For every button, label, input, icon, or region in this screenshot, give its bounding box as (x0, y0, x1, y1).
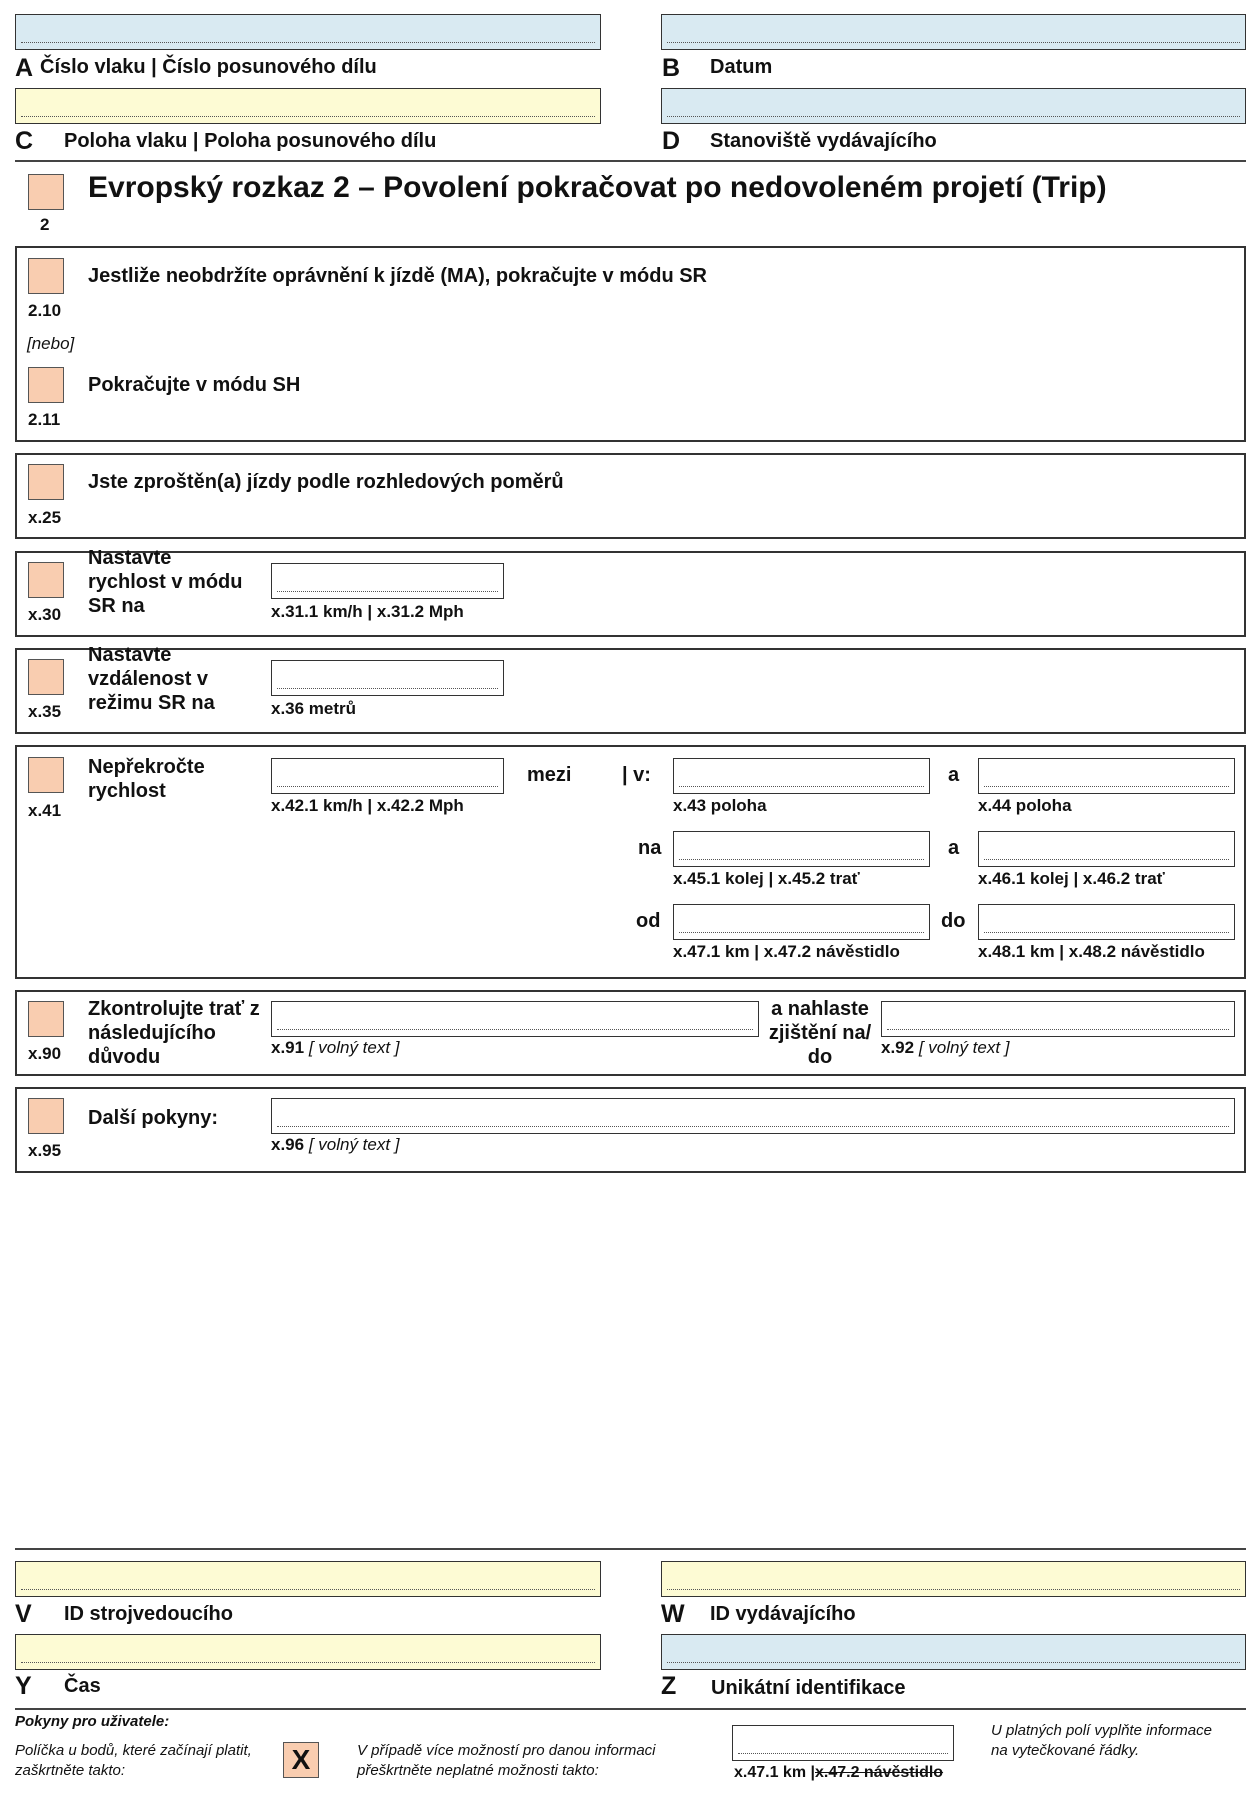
instructions-heading: Pokyny pro uživatele: (15, 1713, 170, 1730)
km-from-field[interactable] (673, 904, 930, 940)
report-to-text: a nahlaste zjištění na/ do (768, 998, 872, 1068)
text-2-10: Jestliže neobdržíte oprávnění k jízdě (MA), pokračujte v módu SR (88, 265, 708, 287)
item-number-2-11: 2.11 (28, 410, 61, 429)
example-struck-option: x.47.2 návěstidlo (815, 1764, 944, 1781)
item-number-x90: x.90 (28, 1044, 62, 1063)
checkbox-x90[interactable] (28, 1001, 64, 1037)
track-to-label: x.46.1 kolej | x.46.2 trať (978, 869, 1165, 888)
train-location-field[interactable] (15, 88, 601, 124)
check-reason-label (271, 1038, 400, 1058)
checkbox-2-11[interactable] (28, 367, 64, 403)
report-to-label (881, 1038, 1010, 1058)
example-km: x.47.1 km (734, 1764, 807, 1781)
text-x41: Nepřekročte rychlost (88, 756, 205, 802)
field-letter-b: B (662, 54, 681, 82)
km-to-field[interactable] (978, 904, 1235, 940)
to-label: do (941, 910, 966, 932)
between-label: mezi (527, 764, 572, 786)
on-label: na (638, 837, 662, 859)
checkbox-x41[interactable] (28, 757, 64, 793)
driver-id-label: ID strojvedoucího (64, 1603, 233, 1625)
item-number-x25: x.25 (28, 508, 62, 527)
other-instructions-field[interactable] (271, 1098, 1235, 1134)
order-2-checkbox[interactable] (28, 174, 64, 210)
footer-divider (15, 1548, 1246, 1550)
check-instruction: Políčka u bodů, které začínají platit, zaškrtněte takto: (15, 1742, 252, 1779)
field-letter-c: C (15, 127, 34, 155)
field-letter-y: Y (15, 1672, 32, 1700)
checkbox-x95[interactable] (28, 1098, 64, 1134)
and-label-1: a (948, 764, 960, 786)
text-x90: Zkontrolujte trať z následujícího důvodu (88, 998, 260, 1068)
issuer-station-field[interactable] (661, 88, 1246, 124)
text-x30: Nastavte rychlost v módu SR na (88, 547, 243, 617)
report-to-hint: [ volný text ] (918, 1038, 1010, 1057)
position-to-label: x.44 poloha (978, 796, 1072, 815)
speed-sr-field[interactable] (271, 563, 504, 599)
checkbox-x30[interactable] (28, 562, 64, 598)
order-number: 2 (40, 215, 50, 234)
train-number-field[interactable] (15, 14, 601, 50)
field-letter-d: D (662, 127, 681, 155)
checkbox-2-10[interactable] (28, 258, 64, 294)
field-letter-v: V (15, 1600, 32, 1628)
text-x35: Nastavte vzdálenost v režimu SR na (88, 644, 215, 714)
text-x95: Další pokyny: (88, 1107, 219, 1129)
unique-id-label: Unikátní identifikace (711, 1677, 906, 1699)
example-field-label (734, 1764, 943, 1782)
other-instructions-hint: [ volný text ] (308, 1135, 400, 1154)
field-letter-w: W (661, 1600, 685, 1628)
time-label: Čas (64, 1675, 101, 1697)
item-number-x35: x.35 (28, 702, 62, 721)
item-number-x95: x.95 (28, 1141, 62, 1160)
position-to-field[interactable] (978, 758, 1235, 794)
unique-id-field[interactable] (661, 1634, 1246, 1670)
speed-limit-field[interactable] (271, 758, 504, 794)
other-instructions-code: x.96 (271, 1135, 305, 1154)
text-2-11: Pokračujte v módu SH (88, 374, 301, 396)
track-from-label: x.45.1 kolej | x.45.2 trať (673, 869, 860, 888)
at-label: | v: (622, 764, 651, 786)
track-to-field[interactable] (978, 831, 1235, 867)
position-from-label: x.43 poloha (673, 796, 767, 815)
position-from-field[interactable] (673, 758, 930, 794)
check-reason-code: x.91 (271, 1038, 305, 1057)
driver-id-field[interactable] (15, 1561, 601, 1597)
checkbox-x35[interactable] (28, 659, 64, 695)
field-letter-a: A (15, 54, 34, 82)
speed-limit-label: x.42.1 km/h | x.42.2 Mph (271, 796, 464, 815)
strike-instruction: V případě více možností pro danou informaci přeškrtněte neplatné možnosti takto: (357, 1742, 656, 1779)
example-checked-box: X (283, 1742, 319, 1778)
km-to-label: x.48.1 km | x.48.2 návěstidlo (978, 942, 1205, 961)
or-separator: [nebo] (27, 334, 75, 353)
item-number-x41: x.41 (28, 801, 62, 820)
item-number-2-10: 2.10 (28, 301, 62, 320)
report-to-field[interactable] (881, 1001, 1235, 1037)
dotted-instruction: U platných polí vyplňte informace na vytečkované řádky. (991, 1722, 1212, 1759)
track-from-field[interactable] (673, 831, 930, 867)
train-number-label: Číslo vlaku | Číslo posunového dílu (40, 56, 377, 78)
distance-sr-field[interactable] (271, 660, 504, 696)
from-label: od (636, 910, 661, 932)
distance-sr-label: x.36 metrů (271, 699, 357, 718)
train-location-label: Poloha vlaku | Poloha posunového dílu (64, 130, 437, 152)
example-field (732, 1725, 954, 1761)
field-letter-z: Z (661, 1672, 677, 1700)
item-number-x30: x.30 (28, 605, 62, 624)
date-label: Datum (710, 56, 773, 78)
km-from-label: x.47.1 km | x.47.2 návěstidlo (673, 942, 900, 961)
check-reason-hint: [ volný text ] (308, 1038, 400, 1057)
issuer-id-field[interactable] (661, 1561, 1246, 1597)
checkbox-x25[interactable] (28, 464, 64, 500)
check-reason-field[interactable] (271, 1001, 759, 1037)
header-divider (15, 160, 1246, 162)
other-instructions-label (271, 1135, 400, 1155)
issuer-station-label: Stanoviště vydávajícího (710, 130, 937, 152)
time-field[interactable] (15, 1634, 601, 1670)
page-title: Evropský rozkaz 2 – Povolení pokračovat po nedovoleném projetí (Trip) (88, 171, 1107, 204)
speed-sr-label: x.31.1 km/h | x.31.2 Mph (271, 602, 464, 621)
and-label-2: a (948, 837, 960, 859)
instructions-divider (15, 1708, 1246, 1710)
report-to-code: x.92 (881, 1038, 915, 1057)
issuer-id-label: ID vydávajícího (710, 1603, 856, 1625)
text-x25: Jste zproštěn(a) jízdy podle rozhledových poměrů (88, 471, 564, 493)
example-separator: | (810, 1764, 815, 1781)
date-field[interactable] (661, 14, 1246, 50)
section-x25 (15, 453, 1246, 539)
